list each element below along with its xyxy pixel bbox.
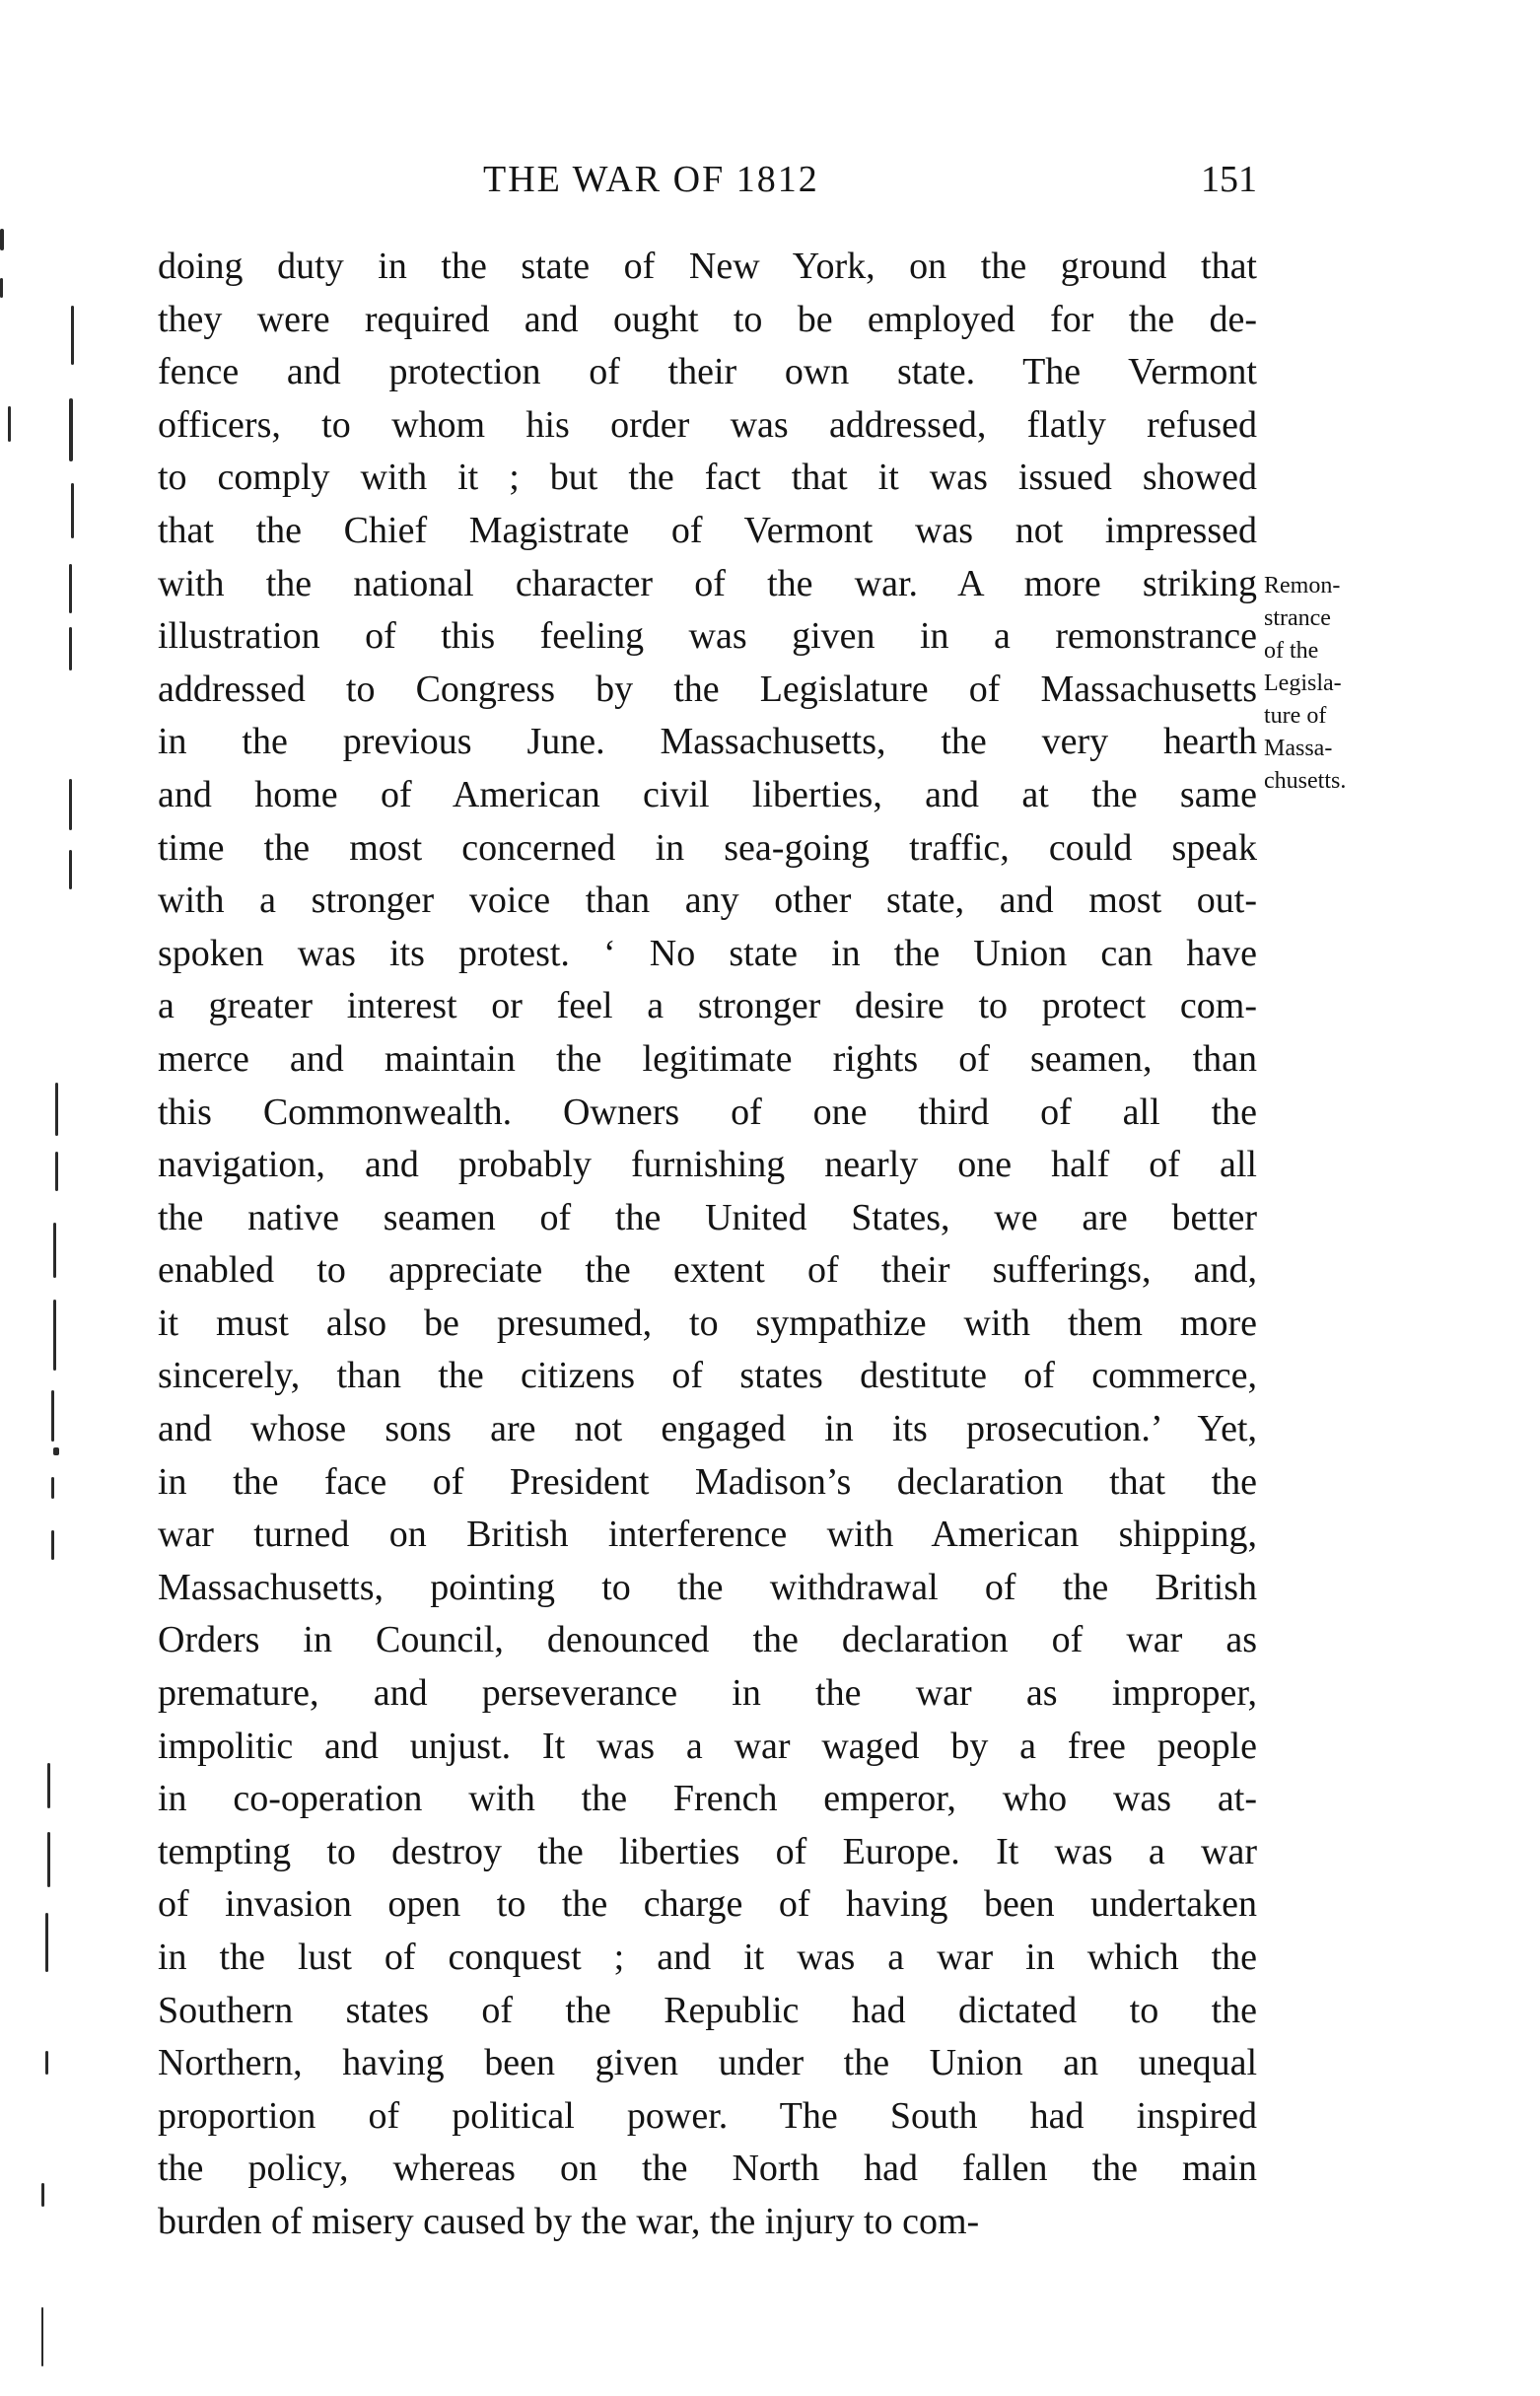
scan-artifact	[53, 1300, 56, 1371]
text-line: it must also be presumed, to sympathize with them more	[158, 1302, 1257, 1344]
text-line: in the previous June. Massachusetts, the very hearth	[158, 721, 1257, 763]
text-line: time the most concerned in sea-going traffic, could speak	[158, 826, 1257, 869]
text-line: officers, to whom his order was addressed, flatly refused	[158, 403, 1257, 446]
text-line: tempting to destroy the liberties of Europe. It was a war	[158, 1830, 1257, 1872]
text-line: impolitic and unjust. It was a war waged by a free people	[158, 1725, 1257, 1767]
sidenote-line: chusetts.	[1264, 768, 1347, 794]
scan-artifact	[69, 627, 72, 670]
text-line: and home of American civil liberties, and at the same	[158, 773, 1257, 815]
scan-artifact	[0, 278, 3, 298]
text-line: merce and maintain the legitimate rights of seamen, than	[158, 1037, 1257, 1080]
scan-artifact	[69, 779, 72, 830]
running-title: THE WAR OF 1812	[483, 159, 819, 200]
page-number: 151	[1201, 159, 1257, 200]
text-line: Southern states of the Republic had dictated to the	[158, 1989, 1257, 2031]
scan-artifact	[55, 1152, 58, 1191]
scan-artifact	[69, 398, 73, 461]
scan-artifact	[45, 2051, 48, 2075]
text-line: enabled to appreciate the extent of their sufferings, and,	[158, 1249, 1257, 1292]
marginal-sidenote	[1264, 570, 1422, 798]
text-line: premature, and perseverance in the war as improper,	[158, 1672, 1257, 1715]
text-line: proportion of political power. The South had inspired	[158, 2094, 1257, 2137]
text-line: Northern, having been given under the Union an unequal	[158, 2042, 1257, 2084]
scan-artifact	[53, 1223, 56, 1278]
scan-artifact	[71, 483, 74, 538]
text-line: to comply with it ; but the fact that it was issued showed	[158, 457, 1257, 499]
text-line: this Commonwealth. Owners of one third of all the	[158, 1091, 1257, 1133]
running-header	[158, 158, 1257, 217]
scan-artifact	[45, 1913, 48, 1972]
scan-artifact	[69, 564, 72, 613]
scan-artifact	[69, 850, 72, 889]
scan-artifact	[53, 1447, 59, 1455]
scan-artifact	[51, 1530, 54, 1560]
text-line: navigation, and probably furnishing nearly one half of all	[158, 1144, 1257, 1186]
text-line: spoken was its protest. ‘ No state in the Union can have	[158, 932, 1257, 974]
sidenote-line: Massa-	[1264, 736, 1333, 761]
scan-artifact	[41, 2307, 43, 2366]
sidenote-line: ture of	[1264, 703, 1327, 729]
scan-artifact	[0, 229, 4, 250]
text-line: doing duty in the state of New York, on the ground that	[158, 246, 1257, 287]
scan-artifact	[55, 1083, 58, 1136]
scan-artifact	[8, 406, 11, 442]
sidenote-line: strance	[1264, 605, 1331, 631]
text-line: war turned on British interference with American shipping,	[158, 1514, 1257, 1556]
scan-artifact	[41, 2183, 44, 2207]
text-line: of invasion open to the charge of having been undertaken	[158, 1883, 1257, 1926]
scan-artifact	[47, 1763, 50, 1808]
text-line: that the Chief Magistrate of Vermont was not impressed	[158, 509, 1257, 551]
scan-artifact	[51, 1477, 54, 1499]
text-line: the policy, whereas on the North had fallen the main	[158, 2148, 1257, 2190]
text-line: they were required and ought to be employed for the de-	[158, 298, 1257, 340]
scan-artifact	[71, 306, 74, 365]
text-line: the native seamen of the United States, we are better	[158, 1196, 1257, 1238]
scan-artifact	[47, 1832, 50, 1887]
scan-artifact	[51, 1390, 54, 1442]
text-line: burden of misery caused by the war, the injury to com-	[158, 2200, 980, 2242]
sidenote-line: of the	[1264, 638, 1319, 664]
text-line: Massachusetts, pointing to the withdrawal of the British	[158, 1566, 1257, 1608]
text-line: Orders in Council, denounced the declaration of war as	[158, 1619, 1257, 1661]
text-line: with a stronger voice than any other state, and most out-	[158, 880, 1257, 922]
text-line: with the national character of the war. A more striking	[158, 562, 1257, 604]
text-line: sincerely, than the citizens of states destitute of commerce,	[158, 1355, 1257, 1397]
text-line: a greater interest or feel a stronger desire to protect com-	[158, 985, 1257, 1027]
text-line: in the face of President Madison’s declaration that the	[158, 1460, 1257, 1503]
text-line: fence and protection of their own state. The Vermont	[158, 351, 1257, 393]
text-line: and whose sons are not engaged in its prosecution.’ Yet,	[158, 1408, 1257, 1450]
sidenote-line: Legisla-	[1264, 670, 1342, 696]
sidenote-line: Remon-	[1264, 573, 1341, 599]
text-line: in co-operation with the French emperor, who was at-	[158, 1778, 1257, 1820]
text-line: addressed to Congress by the Legislature of Massachusetts	[158, 668, 1257, 710]
body-text	[158, 241, 1257, 2249]
text-line: in the lust of conquest ; and it was a war in which the	[158, 1937, 1257, 1978]
text-line: illustration of this feeling was given in a remonstrance	[158, 615, 1257, 658]
